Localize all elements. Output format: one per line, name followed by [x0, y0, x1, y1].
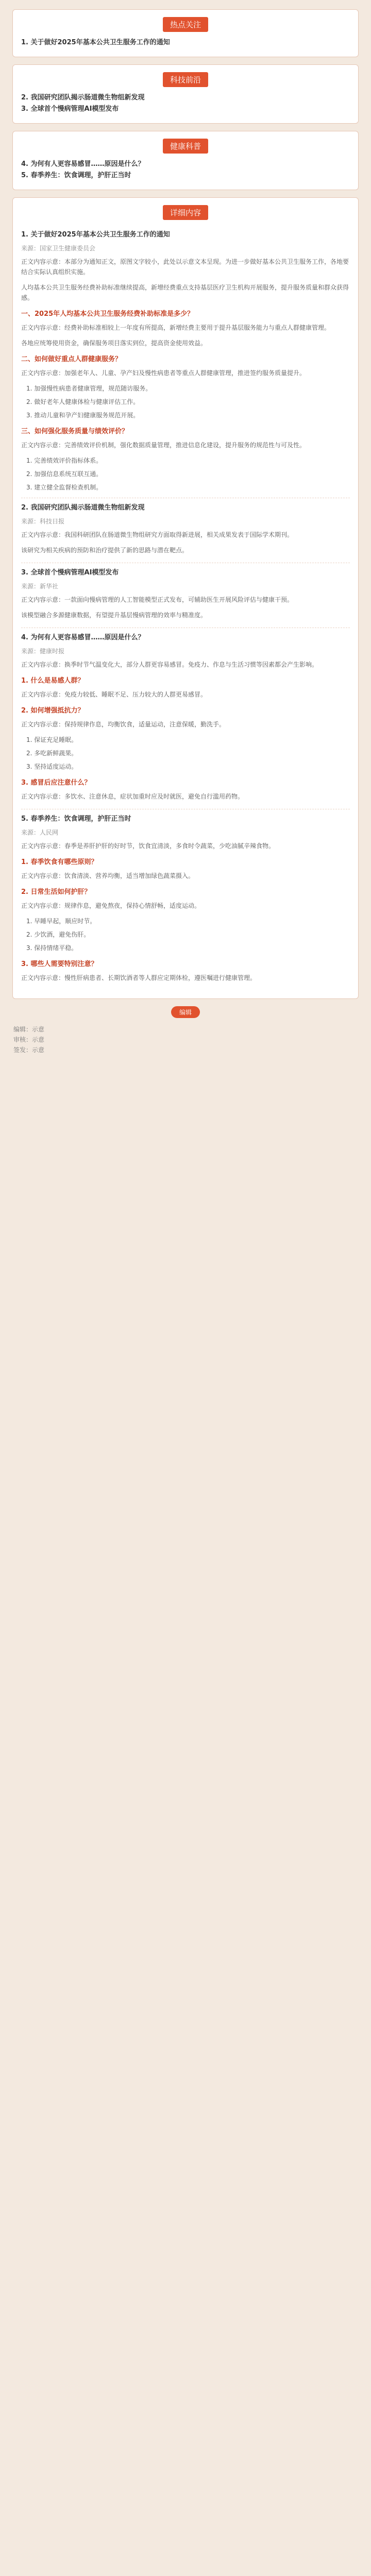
detail-section-title: 详细内容 [163, 205, 208, 220]
subsection-paragraph: 正文内容示意：饮食清淡、营养均衡，适当增加绿色蔬菜摄入。 [21, 872, 195, 879]
subsection-heading: 3. 哪些人需要特别注意？ [21, 960, 98, 968]
article-title: 1. 关于做好2025年基本公共卫生服务工作的通知 [21, 231, 170, 239]
article-title: 2. 我国研究团队揭示肠道微生物组新发现 [21, 504, 145, 512]
subsection-bullet: 2. 加强信息系统互联互通。 [26, 470, 103, 478]
subsection-bullet: 3. 坚持适度运动。 [26, 763, 78, 770]
credit-line: 编辑：示意 [13, 1026, 45, 1033]
article-title: 5. 春季养生：饮食调理，护肝正当时 [21, 815, 131, 823]
subsection-bullet: 1. 保证充足睡眠。 [26, 736, 78, 743]
hot-item[interactable]: 1. 关于做好2025年基本公共卫生服务工作的通知 [21, 39, 170, 46]
detail-articles [21, 225, 350, 990]
subsection-bullet: 2. 少饮酒，避免伤肝。 [26, 931, 90, 938]
subsection-heading: 二、如何做好重点人群健康服务？ [21, 355, 122, 363]
article-paragraph: 正文内容示意：换季时节气温变化大，部分人群更容易感冒。免疫力、作息与生活习惯等因素都会产生影响。 [21, 661, 318, 668]
health-section-title: 健康科普 [163, 139, 208, 154]
subsection-paragraph: 正文内容示意：完善绩效评价机制，强化数据质量管理，推进信息化建设，提升服务的规范性与可及性。 [21, 442, 306, 449]
article-source: 来源：国家卫生健康委员会 [21, 245, 96, 252]
article-paragraph: 该模型融合多源健康数据，有望提升基层慢病管理的效率与精准度。 [21, 612, 207, 619]
credit-line: 签发：示意 [13, 1046, 45, 1054]
science-item[interactable]: 3. 全球首个慢病管理AI模型发布 [21, 105, 119, 113]
science-section [12, 64, 359, 124]
subsection-heading: 2. 如何增强抵抗力？ [21, 707, 85, 715]
subsection-bullet: 1. 早睡早起，顺应时节。 [26, 918, 96, 925]
health-item[interactable]: 4. 为何有人更容易感冒……原因是什么？ [21, 160, 145, 168]
article-paragraph: 该研究为相关疾病的预防和治疗提供了新的思路与潜在靶点。 [21, 547, 189, 554]
subsection-bullet: 2. 多吃新鲜蔬果。 [26, 750, 78, 757]
article-paragraph: 正文内容示意：本部分为通知正文，原图文字较小，此处以示意文本呈现。为进一步做好基本公共卫生服务工作，各地要结合实际认真组织实施。 [21, 258, 349, 276]
subsection-paragraph: 正文内容示意：加强老年人、儿童、孕产妇及慢性病患者等重点人群健康管理，推进签约服务质量提升。 [21, 369, 306, 377]
subsection-heading: 2. 日常生活如何护肝？ [21, 888, 91, 896]
subsection-paragraph: 正文内容示意：经费补助标准相较上一年度有所提高，新增经费主要用于提升基层服务能力与重点人群健康管理。 [21, 324, 331, 331]
article-title: 4. 为何有人更容易感冒……原因是什么？ [21, 634, 145, 641]
subsection-heading: 1. 什么是易感人群？ [21, 677, 85, 685]
article-source: 来源：健康时报 [21, 648, 65, 655]
subsection-paragraph: 正文内容示意：保持规律作息，均衡饮食，适量运动，注意保暖，勤洗手。 [21, 721, 226, 728]
subsection-paragraph: 正文内容示意：免疫力较低、睡眠不足、压力较大的人群更易感冒。 [21, 691, 207, 698]
article-paragraph: 正文内容示意：春季是养肝护肝的好时节，饮食宜清淡，多食时令蔬菜，少吃油腻辛辣食物。 [21, 842, 275, 850]
subsection-heading: 三、如何强化服务质量与绩效评价？ [21, 428, 129, 435]
science-section-title: 科技前沿 [163, 72, 208, 87]
subsection-heading: 一、2025年人均基本公共卫生服务经费补助标准是多少？ [21, 310, 194, 318]
credit-line: 审核：示意 [13, 1036, 45, 1043]
subsection-bullet: 2. 做好老年人健康体检与健康评估工作。 [26, 398, 140, 405]
footer-credits [12, 1024, 359, 1063]
subsection-paragraph: 正文内容示意：规律作息，避免熬夜，保持心情舒畅，适度运动。 [21, 902, 201, 909]
article-source: 来源：人民网 [21, 829, 59, 836]
article-block [21, 225, 350, 498]
article-block [21, 563, 350, 628]
subsection-paragraph: 各地应统筹使用资金，确保服务项目落实到位，提高资金使用效益。 [21, 340, 207, 347]
hot-section-title: 热点关注 [163, 17, 208, 32]
article-title: 3. 全球首个慢病管理AI模型发布 [21, 569, 119, 577]
subsection-bullet: 3. 推动儿童和孕产妇健康服务规范开展。 [26, 412, 140, 419]
article-paragraph: 人均基本公共卫生服务经费补助标准继续提高，新增经费重点支持基层医疗卫生机构开展服务，提升服务质量和群众获得感。 [21, 284, 349, 301]
article-source: 来源：新华社 [21, 583, 59, 590]
detail-section [12, 197, 359, 999]
article-source: 来源：科技日报 [21, 518, 65, 525]
hot-section [12, 9, 359, 57]
article-block [21, 809, 350, 990]
health-item[interactable]: 5. 春季养生：饮食调理，护肝正当时 [21, 172, 131, 179]
article-paragraph: 正文内容示意：我国科研团队在肠道微生物组研究方面取得新进展，相关成果发表于国际学术期刊。 [21, 531, 294, 538]
subsection-paragraph: 正文内容示意：慢性肝病患者、长期饮酒者等人群应定期体检，遵医嘱进行健康管理。 [21, 974, 257, 981]
subsection-bullet: 1. 加强慢性病患者健康管理，规范随访服务。 [26, 385, 152, 392]
footer-badge: 编辑 [171, 1006, 200, 1018]
article-paragraph: 正文内容示意：一款面向慢病管理的人工智能模型正式发布，可辅助医生开展风险评估与健康干预。 [21, 596, 294, 603]
article-block [21, 498, 350, 563]
science-item[interactable]: 2. 我国研究团队揭示肠道微生物组新发现 [21, 94, 145, 101]
subsection-heading: 3. 感冒后应注意什么？ [21, 779, 91, 787]
subsection-paragraph: 正文内容示意：多饮水、注意休息，症状加重时应及时就医，避免自行滥用药物。 [21, 793, 244, 800]
subsection-bullet: 3. 建立健全监督检查机制。 [26, 484, 103, 491]
subsection-bullet: 3. 保持情绪平稳。 [26, 944, 78, 952]
article-block [21, 628, 350, 809]
health-section [12, 131, 359, 190]
subsection-heading: 1. 春季饮食有哪些原则？ [21, 858, 98, 866]
subsection-bullet: 1. 完善绩效评价指标体系。 [26, 457, 103, 464]
